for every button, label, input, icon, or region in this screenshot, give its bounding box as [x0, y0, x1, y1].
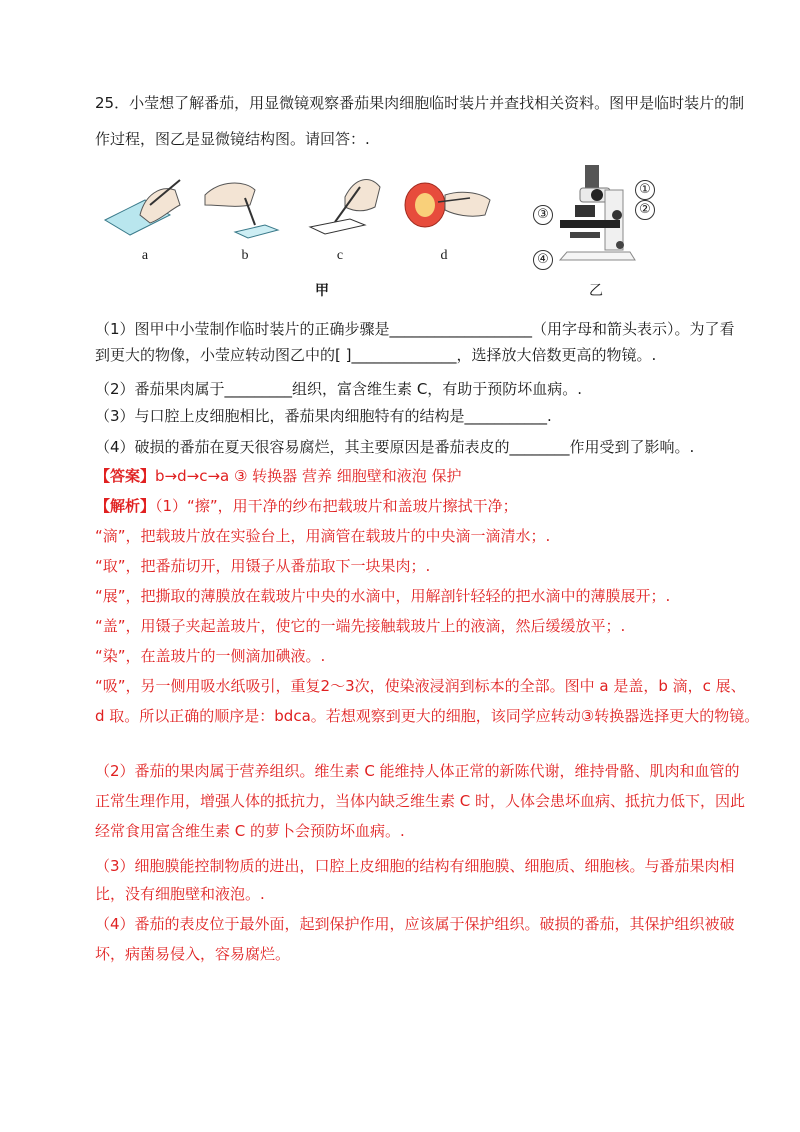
q3: （3）与口腔上皮细胞相比，番茄果肉细胞特有的结构是___________. — [95, 407, 552, 425]
answer-tag: 【答案】 — [95, 467, 156, 485]
analysis-line7: “吸”，另一侧用吸水纸吸引，重复2～3次，使染液浸润到标本的全部。图中 a 是盖，b 滴，c 展、 — [95, 677, 746, 695]
marker-1: ① — [635, 180, 655, 200]
q4: （4）破损的番茄在夏天很容易腐烂，其主要原因是番茄表皮的________作用受到了影响。. — [95, 438, 695, 456]
q1-line2: 到更大的物像，小莹应转动图乙中的[ ]______________，选择放大倍数更高的物镜。. — [95, 346, 657, 364]
analysis-line14: （4）番茄的表皮位于最外面，起到保护作用，应该属于保护组织。破损的番茄，其保护组织被破 — [95, 915, 735, 933]
label-yi: 乙 — [589, 284, 603, 299]
label-b: b — [241, 248, 249, 263]
label-c: c — [336, 248, 344, 263]
marker-3: ③ — [533, 205, 553, 225]
analysis-line15: 坏，病菌易侵入，容易腐烂。 — [95, 945, 291, 963]
analysis-line11: 经常食用富含维生素 C 的萝卜会预防坏血病。. — [95, 822, 405, 840]
microscope-illustration — [545, 160, 645, 275]
label-d: d — [440, 248, 448, 263]
analysis-line12: （3）细胞膜能控制物质的进出，口腔上皮细胞的结构有细胞膜、细胞质、细胞核。与番茄果肉相 — [95, 857, 735, 875]
analysis-text-1: （1）“擦”，用干净的纱布把载玻片和盖玻片擦拭干净； — [155, 497, 518, 515]
answer-line — [95, 465, 715, 487]
analysis-line5: “盖”，用镊子夹起盖玻片，使它的一端先接触载玻片上的液滴，然后缓缓放平；. — [95, 617, 626, 635]
analysis-line3: “取”，把番茄切开，用镊子从番茄取下一块果肉；. — [95, 557, 431, 575]
q2: （2）番茄果肉属于_________组织，富含维生素 C，有助于预防坏血病。. — [95, 380, 583, 398]
figure-row — [95, 155, 715, 305]
marker-4: ④ — [533, 250, 553, 270]
step-a-illustration — [100, 175, 190, 240]
analysis-tag: 【解析】 — [95, 497, 156, 515]
question-stem-line1: 25．小莹想了解番茄，用显微镜观察番茄果肉细胞临时装片并查找相关资料。图甲是临时装片的制 — [95, 94, 745, 112]
question-stem-line2: 作过程，图乙是显微镜结构图。请回答：. — [95, 130, 370, 148]
step-c-illustration — [305, 167, 385, 239]
analysis-line1 — [95, 495, 715, 517]
label-a: a — [141, 248, 149, 263]
label-jia: 甲 — [315, 284, 329, 299]
analysis-line2: “滴”，把载玻片放在实验台上，用滴管在载玻片的中央滴一滴清水；. — [95, 527, 551, 545]
answer-content: b→d→c→a ③ 转换器 营养 细胞壁和液泡 保护 — [155, 467, 462, 485]
analysis-line4: “展”，把撕取的薄膜放在载玻片中央的水滴中，用解剖针轻轻的把水滴中的薄膜展开；. — [95, 587, 671, 605]
marker-2: ② — [635, 200, 655, 220]
analysis-line13: 比，没有细胞壁和液泡。. — [95, 885, 265, 903]
analysis-line8: d 取。所以正确的顺序是：bdca。若想观察到更大的细胞，该同学应转动③转换器选择更大的物镜。 — [95, 707, 760, 725]
step-b-illustration — [200, 170, 280, 240]
analysis-line10: 正常生理作用，增强人体的抵抗力，当体内缺乏维生素 C 时，人体会患坏血病、抵抗力低下，因此 — [95, 792, 746, 810]
analysis-line9: （2）番茄的果肉属于营养组织。维生素 C 能维持人体正常的新陈代谢，维持骨骼、肌肉和血管的 — [95, 762, 740, 780]
q1-line1: （1）图甲中小莹制作临时装片的正确步骤是___________________（用字母和箭头表示）。为了看 — [95, 320, 735, 338]
step-d-illustration — [400, 170, 495, 235]
analysis-line6: “染”，在盖玻片的一侧滴加碘液。. — [95, 647, 326, 665]
